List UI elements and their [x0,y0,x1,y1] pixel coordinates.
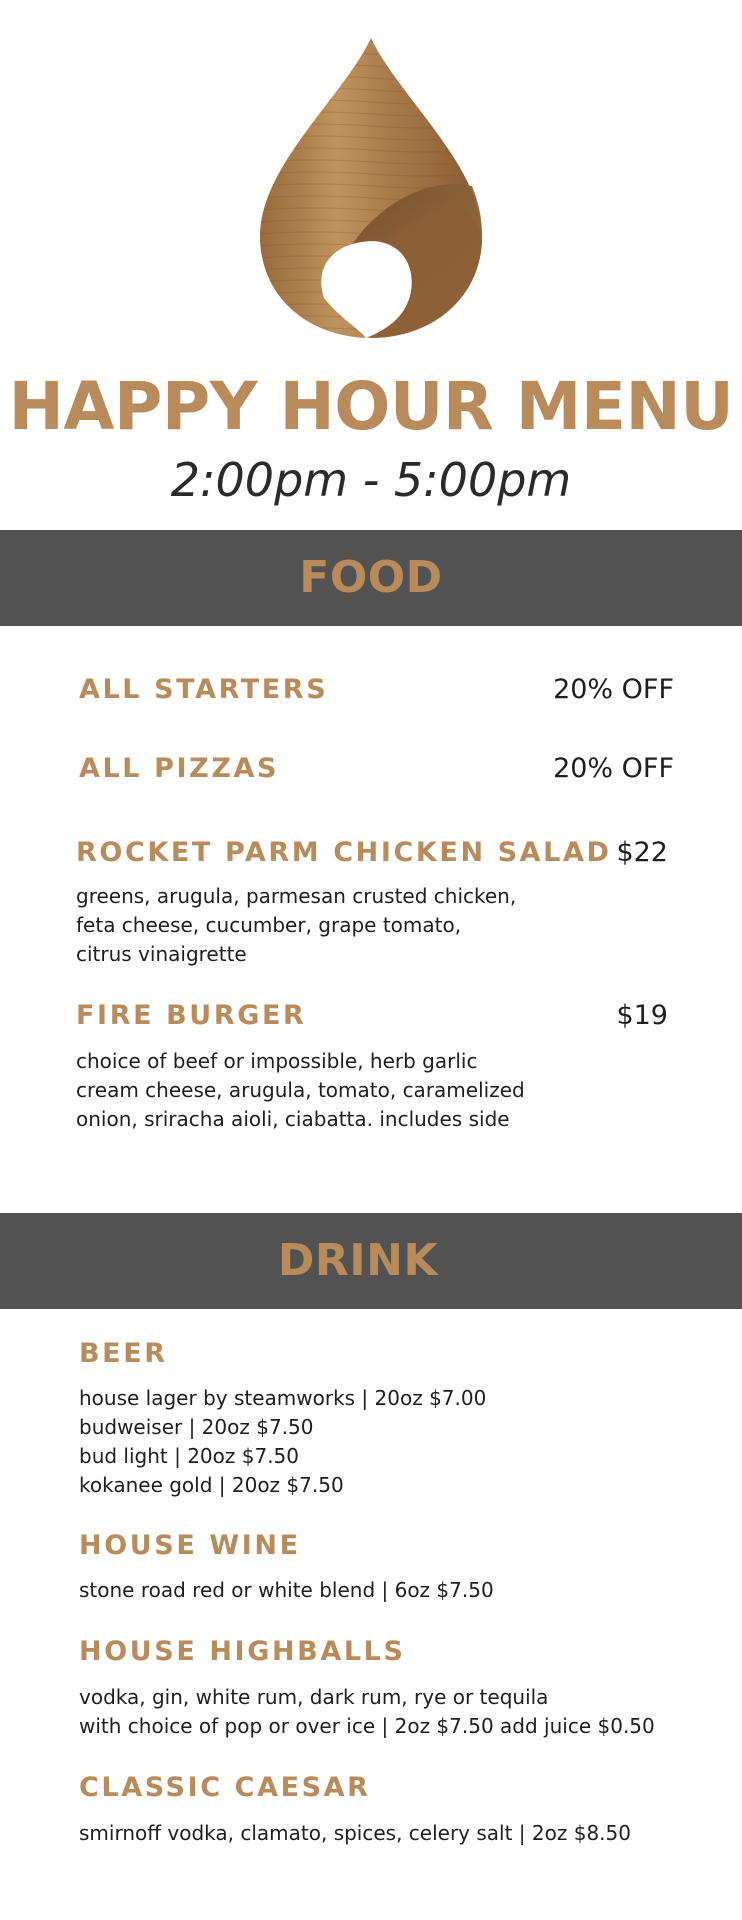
description-line: stone road red or white blend | 6oz $7.50 [79,1578,494,1602]
item-name: HOUSE WINE [79,1530,301,1561]
item-price: 20% OFF [553,753,674,784]
item-description [79,1819,631,1848]
item-price: 20% OFF [553,674,674,705]
item-name: ALL STARTERS [79,674,329,705]
item-name: ROCKET PARM CHICKEN SALAD [76,837,612,868]
description-line: citrus vinaigrette [76,942,247,966]
happy-hour-times: 2:00pm - 5:00pm [170,453,572,507]
item-description [76,1047,525,1134]
description-line: with choice of pop or over ice | 2oz $7.50 add juice $0.50 [79,1714,655,1738]
description-line: greens, arugula, parmesan crusted chicken, [76,884,517,908]
description-line: budweiser | 20oz $7.50 [79,1415,314,1439]
description-line: feta cheese, cucumber, grape tomato, [76,913,462,937]
food-section-header: FOOD [0,530,742,626]
wood-droplet-logo-icon [258,36,484,338]
item-name: CLASSIC CAESAR [79,1772,371,1803]
item-price: $22 [616,837,668,868]
description-line: cream cheese, arugula, tomato, caramelized [76,1078,525,1102]
item-name: HOUSE HIGHBALLS [79,1636,406,1667]
item-description [76,882,516,969]
item-description [79,1384,486,1500]
description-line: vodka, gin, white rum, dark rum, rye or tequila [79,1685,549,1709]
item-price: $19 [616,1000,668,1031]
description-line: choice of beef or impossible, herb garlic [76,1049,478,1073]
description-line: house lager by steamworks | 20oz $7.00 [79,1386,487,1410]
item-description [79,1576,494,1605]
description-line: onion, sriracha aioli, ciabatta. includes side [76,1107,510,1131]
item-name: FIRE BURGER [76,1000,307,1031]
description-line: kokanee gold | 20oz $7.50 [79,1473,344,1497]
menu-title: HAPPY HOUR MENU [8,368,734,445]
item-name: BEER [79,1338,168,1369]
description-line: bud light | 20oz $7.50 [79,1444,299,1468]
item-description [79,1683,655,1741]
drink-section-header: DRINK [0,1213,742,1309]
description-line: smirnoff vodka, clamato, spices, celery salt | 2oz $8.50 [79,1821,631,1845]
item-name: ALL PIZZAS [79,753,280,784]
